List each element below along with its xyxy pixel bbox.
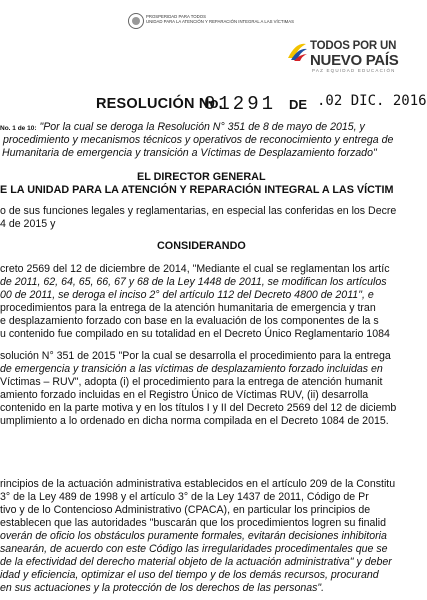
paragraph-1-line-6: u contenido fue compilado en su totalidad en el Decreto Único Reglamentario 1084: [0, 328, 390, 340]
page-reference: No. 1 de 10:: [0, 125, 37, 132]
paragraph-1-line-2: de 2011, 62, 64, 65, 66, 67 y 68 de la Ley 1448 de 2011, se modifican los artículos: [0, 276, 387, 288]
director-unit: E LA UNIDAD PARA LA ATENCIÓN Y REPARACIÓN INTEGRAL A LAS VÍCTIM: [0, 184, 394, 196]
entity-line-1: PROSPERIDAD PARA TODOS: [146, 14, 206, 19]
paragraph-3-line-8: idad y eficiencia, optimizar el uso del tiempo y de los demás recursos, procurand: [0, 569, 379, 581]
resolution-number: 01291: [204, 93, 277, 115]
paragraph-2-line-1: solución N° 351 de 2015 "Por la cual se desarrolla el procedimiento para la entrega: [0, 350, 391, 362]
logo-line-2: NUEVO PAÍS: [310, 52, 399, 69]
resolution-label: RESOLUCIÓN No.: [96, 96, 223, 112]
paragraph-3-line-3: tivo y de lo Contencioso Administrativo (CPACA), en particular los principios de: [0, 504, 371, 516]
paragraph-1-line-3: 00 de 2011, se deroga el inciso 2° del artículo 112 del Decreto 4800 de 2011", e: [0, 289, 374, 301]
nuevo-pais-logo-icon: [286, 40, 308, 62]
entity-header: [146, 14, 294, 24]
paragraph-1-line-1: [0, 263, 390, 276]
preamble-line-1: o de sus funciones legales y reglamentarias, en especial las conferidas en los Decre: [0, 205, 397, 217]
paragraph-3-line-1: rincipios de la actuación administrativa establecidos en el artículo 209 de la Constitu: [0, 478, 396, 490]
logo-line-3: PAZ EQUIDAD EDUCACIÓN: [312, 68, 396, 73]
resolution-date: .02 DIC. 2016: [317, 93, 427, 109]
paragraph-3-line-5: overán de oficio los obstáculos puramente formales, evitarán decisiones inhibitoria: [0, 530, 387, 542]
paragraph-3-line-7: de la efectividad del derecho material objeto de la actuación administrativa" y deber: [0, 556, 392, 568]
resolution-de: DE: [289, 97, 308, 112]
paragraph-1-line-4: procedimientos para la entrega de la atención humanitaria de emergencia y tran: [0, 302, 376, 314]
preamble-line-2: 4 de 2015 y: [0, 218, 56, 230]
considerando-heading: CONSIDERANDO: [157, 240, 246, 252]
logo-line-1: TODOS POR UN: [310, 40, 397, 52]
entity-line-2: UNIDAD PARA LA ATENCIÓN Y REPARACIÓN INTEGRAL A LAS VÍCTIMAS: [146, 19, 294, 24]
paragraph-3-line-2: 3° de la Ley 489 de 1998 y el artículo 3° de la Ley 1437 de 2011, Código de Pr: [0, 491, 369, 503]
government-seal-icon: [128, 13, 144, 29]
paragraph-3-line-6: sanearán, de acuerdo con este Código las irregularidades procedimentales que se: [0, 543, 388, 555]
paragraph-3-line-9: en sus actuaciones y la protección de los derechos de las personas".: [0, 582, 325, 594]
subject-text-1: "Por la cual se deroga la Resolución N° 351 de 8 de mayo de 2015, y: [39, 121, 365, 133]
p1-text-1: creto 2569 del 12 de diciembre de 2014, "Mediante el cual se reglamentan los artíc: [0, 263, 390, 275]
subject-line-2: procedimiento y mecanismos técnicos y operativos de reconocimiento y entrega de: [3, 134, 394, 146]
paragraph-2-line-3: Víctimas – RUV", adopta (i) el procedimiento para la entrega de atención humanit: [0, 376, 383, 388]
paragraph-3-line-4: establecen que las autoridades "buscarán que los procedimientos logren su finalid: [0, 517, 386, 529]
paragraph-2-line-2: de emergencia y transición a las víctimas de desplazamiento forzado incluidas en: [0, 363, 383, 375]
subject-line-3: Humanitaria de emergencia y transición a Víctimas de Desplazamiento forzado": [2, 147, 377, 159]
paragraph-2-line-5: contenido en la parte motiva y en los títulos I y II del Decreto 2569 del 12 de diciemb: [0, 402, 397, 414]
paragraph-2-line-6: umplimiento a lo ordenado en dicha norma compilada en el Decreto 1084 de 2015.: [0, 415, 389, 427]
paragraph-2-line-4: amiento forzado incluidas en el Registro Único de Víctimas RUV, (ii) desarrolla: [0, 389, 369, 401]
director-title: EL DIRECTOR GENERAL: [137, 171, 266, 183]
paragraph-1-line-5: e desplazamiento forzado con base en la evaluación de los componentes de la s: [0, 315, 379, 327]
